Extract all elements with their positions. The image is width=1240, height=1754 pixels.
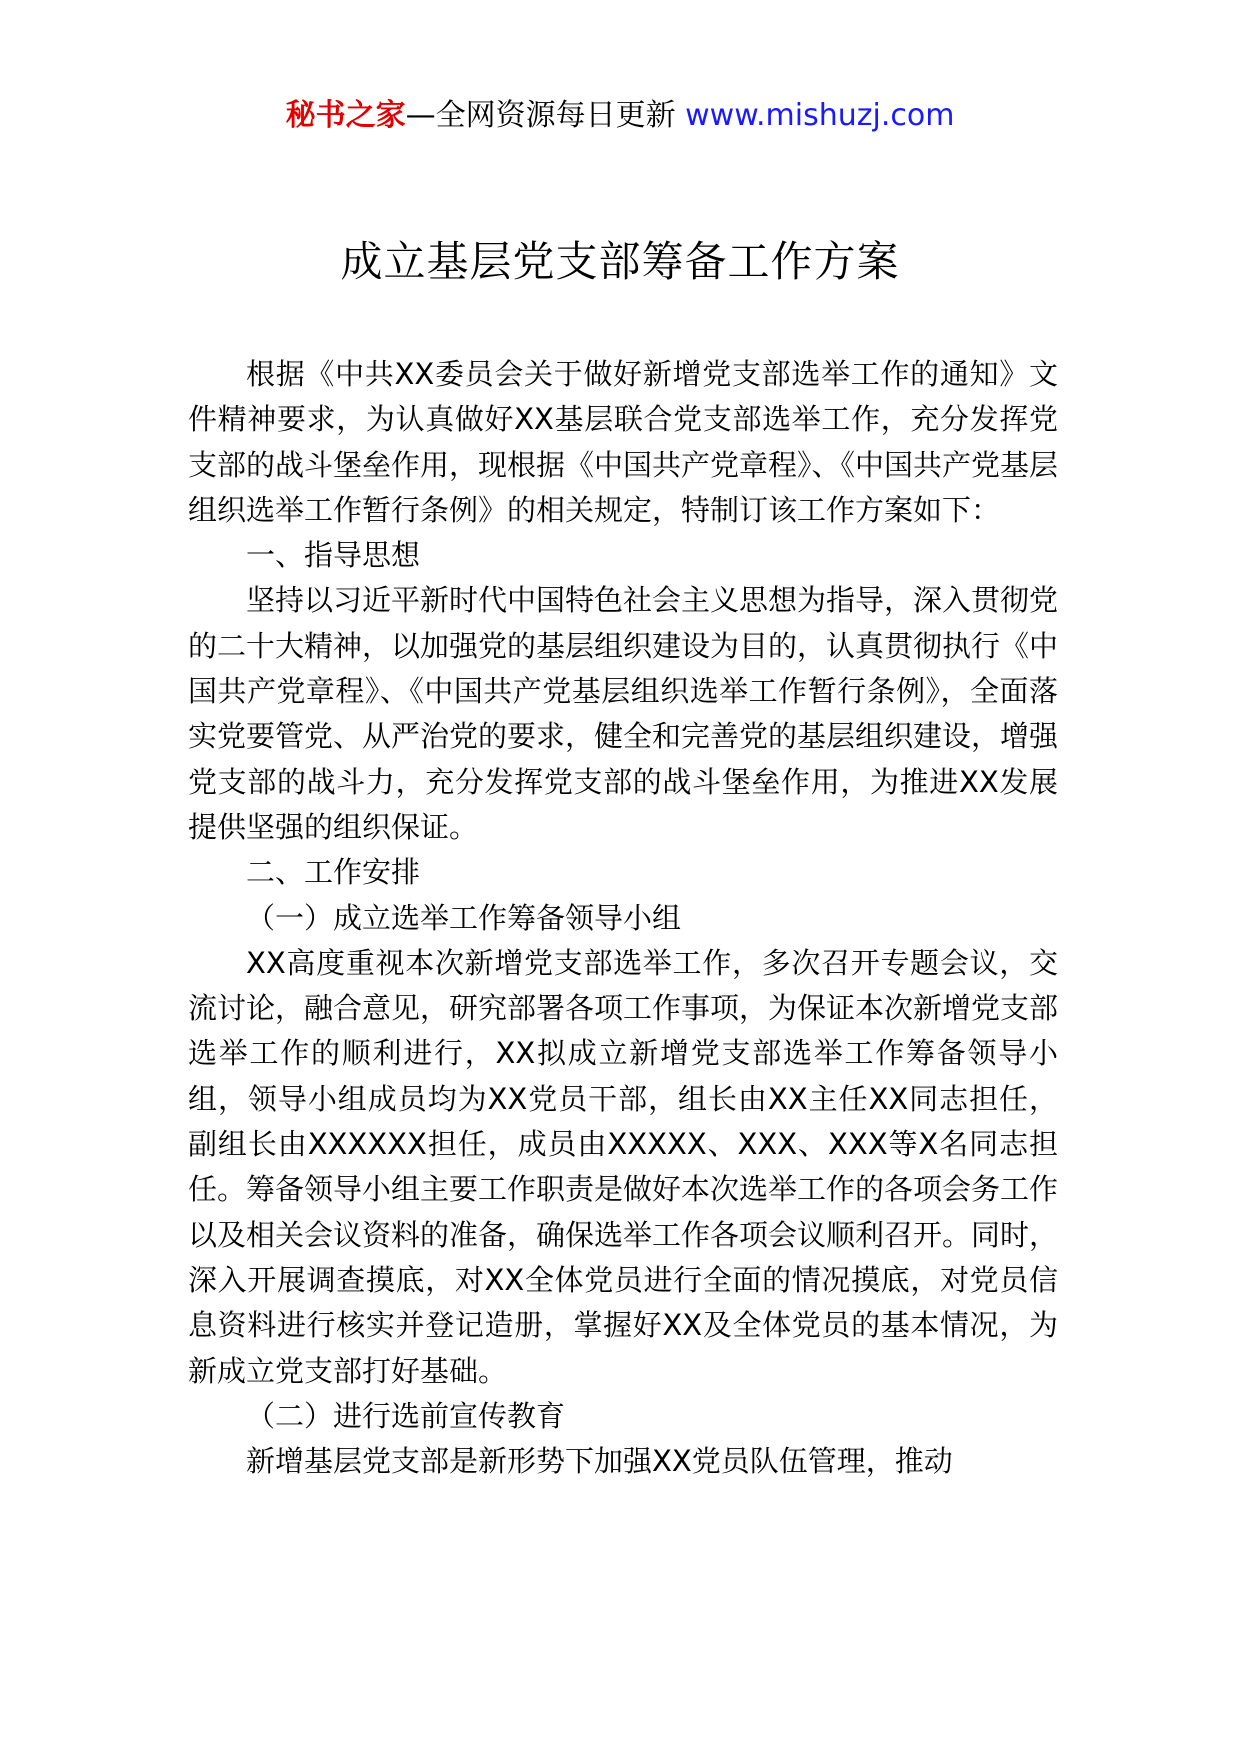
header-banner (0, 96, 1240, 136)
header-tagline: —全网资源每日更新 (405, 98, 686, 133)
leadership-group-paragraph: XX高度重视本次新增党支部选举工作，多次召开专题会议，交流讨论，融合意见，研究部署各项工作事项，为保证本次新增党支部选举工作的顺利进行，XX拟成立新增党支部选举工作筹备领导小组，领导小组成员均为XX党员干部，组长由XX主任XX同志担任，副组长由XXXXXX担任，成员由XXXXX、XXX、XXX等X名同志担任。筹备领导小组主要工作职责是做好本次选举工作的各项会务工作以及相关会议资料的准备，确保选举工作各项会议顺利召开。同时，深入开展调查摸底，对XX全体党员进行全面的情况摸底，对党员信息资料进行核实并登记造册，掌握好XX及全体党员的基本情况，为新成立党支部打好基础。 (188, 945, 1059, 1388)
section-heading-work-arrangement: 二、工作安排 (246, 855, 421, 890)
intro-paragraph: 根据《中共XX委员会关于做好新增党支部选举工作的通知》文件精神要求，为认真做好XX基层联合党支部选举工作，充分发挥党支部的战斗堡垒作用，现根据《中国共产党章程》、《中国共产党基层组织选举工作暂行条例》的相关规定，特制订该工作方案如下： (188, 357, 1059, 527)
subsection-heading-leadership-group: （一）成立选举工作筹备领导小组 (246, 900, 682, 935)
document-body (188, 352, 1058, 1484)
website-link[interactable]: www.mishuzj.com (685, 98, 955, 133)
section-heading-guiding-ideology: 一、指导思想 (246, 538, 421, 573)
brand-name: 秘书之家 (285, 98, 406, 133)
guiding-ideology-paragraph: 坚持以习近平新时代中国特色社会主义思想为指导，深入贯彻党的二十大精神，以加强党的基层组织建设为目的，认真贯彻执行《中国共产党章程》、《中国共产党基层组织选举工作暂行条例》，全面落实党要管党、从严治党的要求，健全和完善党的基层组织建设，增强党支部的战斗力，充分发挥党支部的战斗堡垒作用，为推进XX发展提供坚强的组织保证。 (188, 583, 1059, 844)
publicity-paragraph: 新增基层党支部是新形势下加强XX党员队伍管理，推动 (246, 1444, 953, 1479)
subsection-heading-publicity: （二）进行选前宣传教育 (246, 1398, 566, 1433)
document-title: 成立基层党支部筹备工作方案 (340, 237, 900, 286)
